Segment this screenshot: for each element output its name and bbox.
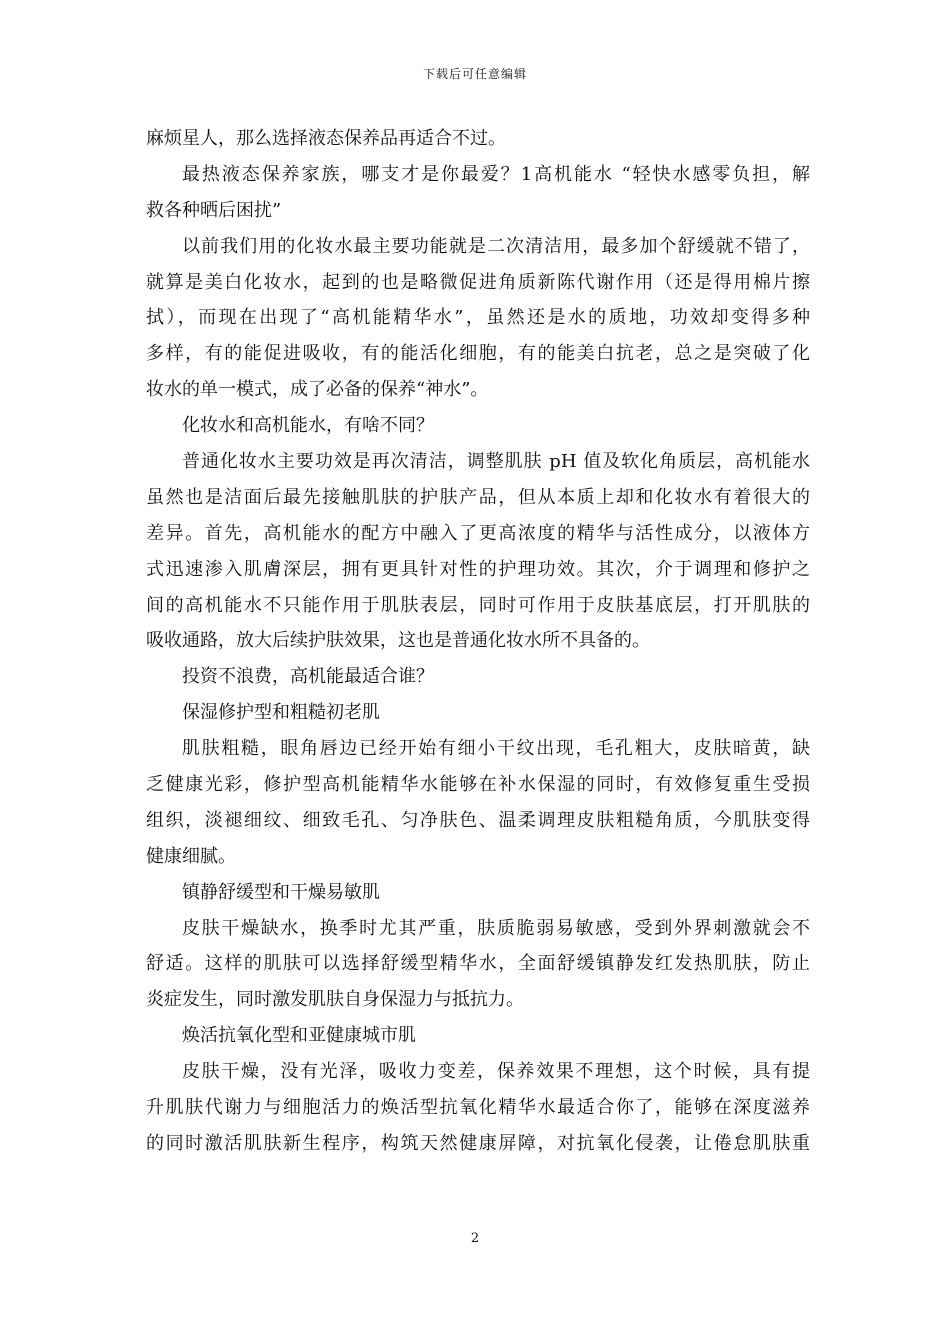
paragraph-line: 差异。首先，高机能水的配方中融入了更高浓度的精华与活性成分，以液体方 <box>146 522 810 544</box>
paragraph-line: 虽然也是洁面后最先接触肌肤的护肤产品，但从本质上却和化妆水有着很大的 <box>146 486 810 508</box>
paragraph-line: 麻烦星人，那么选择液态保养品再适合不过。 <box>146 128 506 149</box>
paragraph-line: 就算是美白化妆水，起到的也是略微促进角质新陈代谢作用（还是得用棉片擦 <box>146 271 810 293</box>
paragraph-line: 的同时激活肌肤新生程序，构筑天然健康屏障，对抗氧化侵袭，让倦怠肌肤重 <box>146 1132 810 1154</box>
section-heading: 镇静舒缓型和干燥易敏肌 <box>182 881 380 903</box>
page-header: 下载后可任意编辑 <box>422 67 527 81</box>
section-heading: 化妆水和高机能水，有啥不同？ <box>182 415 434 437</box>
paragraph-line: 普通化妆水主要功效是再次清洁，调整肌肤 pH 值及软化角质层，高机能水 <box>182 451 810 473</box>
paragraph-line: 皮肤干燥缺水，换季时尤其严重，肤质脆弱易敏感，受到外界刺激就会不 <box>182 917 810 939</box>
paragraph-line: 以前我们用的化妆水最主要功能就是二次清洁用，最多加个舒缓就不错了， <box>182 235 810 257</box>
paragraph-line: 皮肤干燥，没有光泽，吸收力变差，保养效果不理想，这个时候，具有提 <box>182 1061 810 1083</box>
paragraph-line: 健康细腻。 <box>146 845 236 867</box>
paragraph-line: 肌肤粗糙，眼角唇边已经开始有细小干纹出现，毛孔粗大，皮肤暗黄，缺 <box>182 738 810 760</box>
paragraph-line: 吸收通路，放大后续护肤效果，这也是普通化妆水所不具备的。 <box>146 630 650 652</box>
paragraph-line: 舒适。这样的肌肤可以选择舒缓型精华水，全面舒缓镇静发红发热肌肤，防止 <box>146 953 810 975</box>
paragraph-line: 升肌肤代谢力与细胞活力的焕活型抗氧化精华水最适合你了，能够在深度滋养 <box>146 1097 810 1119</box>
paragraph-line: 间的高机能水不只能作用于肌肤表层，同时可作用于皮肤基底层，打开肌肤的 <box>146 594 810 616</box>
section-heading: 保湿修护型和粗糙初老肌 <box>182 702 380 724</box>
document-body <box>146 121 810 1162</box>
page-number: 2 <box>470 1231 480 1246</box>
paragraph-line: 多样，有的能促进吸收，有的能活化细胞，有的能美白抗老，总之是突破了化 <box>146 343 810 365</box>
paragraph-line: 拭），而现在出现了“高机能精华水”，虽然还是水的质地，功效却变得多种 <box>146 307 810 329</box>
section-heading: 焕活抗氧化型和亚健康城市肌 <box>182 1025 416 1047</box>
paragraph-line: 妆水的单一模式，成了必备的保养“神水”。 <box>146 379 489 401</box>
paragraph-line: 乏健康光彩，修护型高机能精华水能够在补水保湿的同时，有效修复重生受损 <box>146 774 810 796</box>
paragraph-line: 最热液态保养家族，哪支才是你最爱？1高机能水 “轻快水感零负担，解 <box>182 163 810 185</box>
paragraph-line: 救各种晒后困扰” <box>146 199 282 221</box>
section-heading: 投资不浪费，高机能最适合谁？ <box>182 666 434 688</box>
paragraph-line: 式迅速渗入肌膚深层，拥有更具针对性的护理功效。其次，介于调理和修护之 <box>146 558 810 580</box>
paragraph-line: 炎症发生，同时激发肌肤自身保湿力与抵抗力。 <box>146 989 524 1011</box>
paragraph-line: 组织，淡褪细纹、细致毛孔、匀净肤色、温柔调理皮肤粗糙角质，今肌肤变得 <box>146 809 810 831</box>
